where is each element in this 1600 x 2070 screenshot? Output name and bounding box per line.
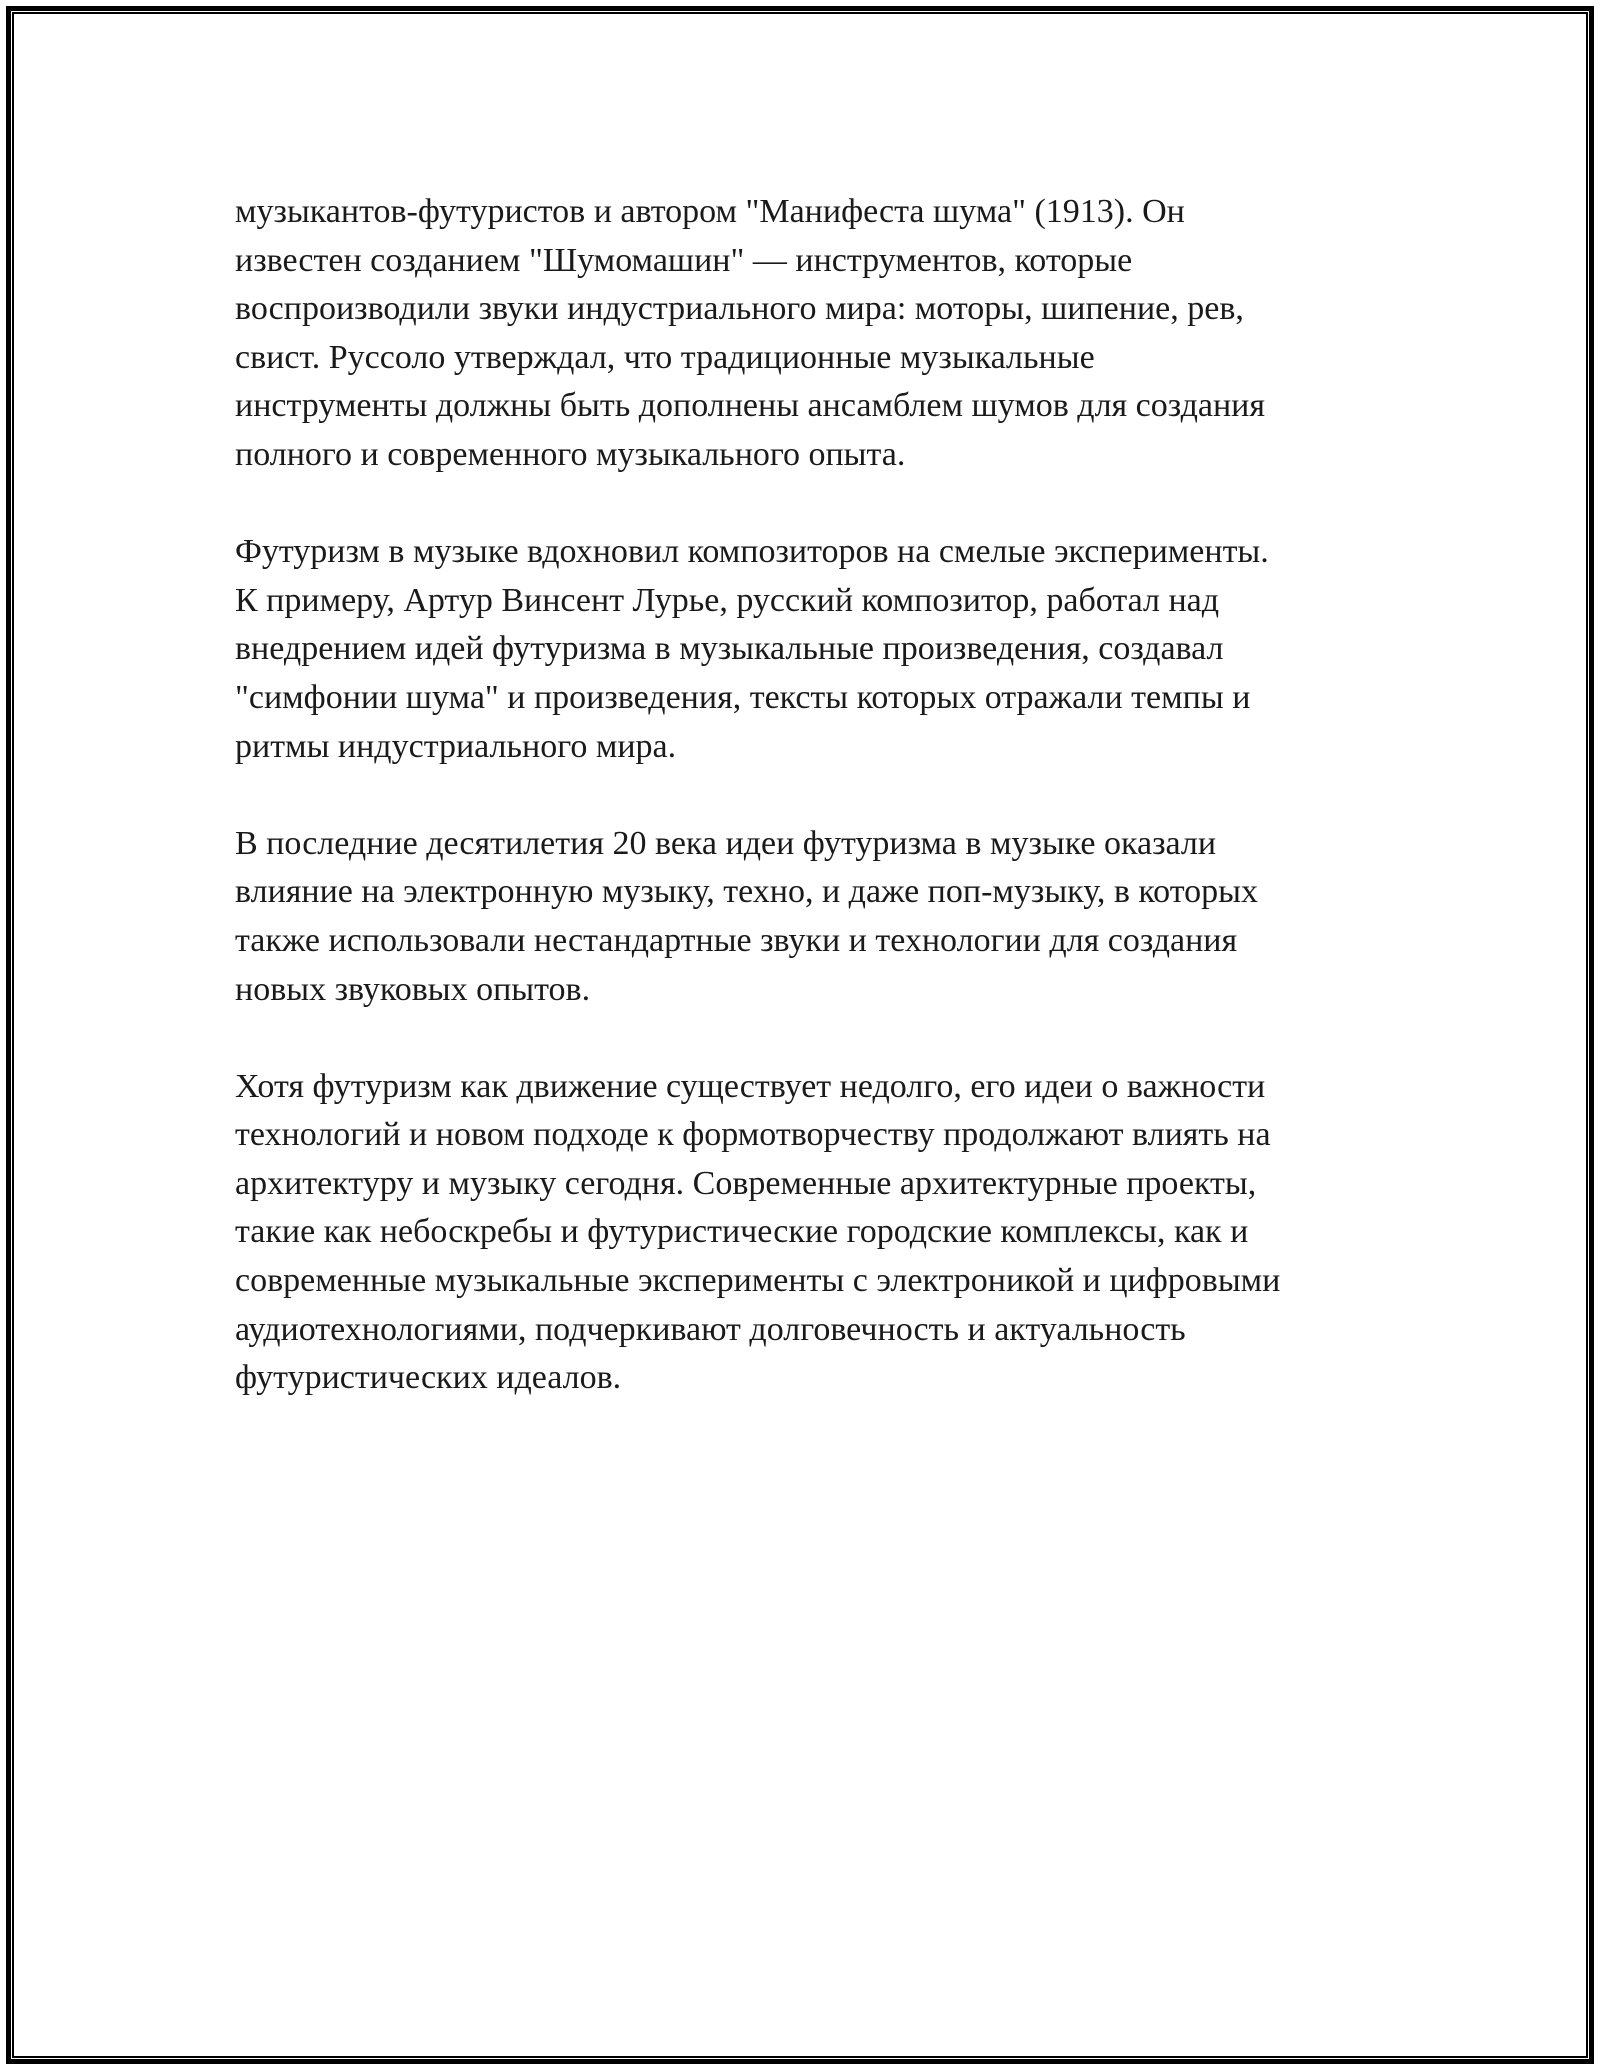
paragraph-3	[235, 820, 1385, 1014]
text-line: ритмы индустриального мира.	[235, 727, 677, 765]
text-line: технологий и новом подходе к формотворчеству продолжают влиять на	[235, 1116, 1271, 1154]
text-line: инструменты должны быть дополнены ансамблем шумов для создания	[235, 387, 1266, 425]
paragraph-2	[235, 528, 1385, 771]
text-line: "симфонии шума" и произведения, тексты которых отражали темпы и	[235, 678, 1251, 716]
paragraph-1	[235, 188, 1385, 480]
text-line: Футуризм в музыке вдохновил композиторов на смелые эксперименты.	[235, 533, 1269, 571]
document-body	[235, 188, 1385, 1403]
text-line: В последние десятилетия 20 века идеи футуризма в музыке оказали	[235, 824, 1217, 862]
text-line: такие как небоскребы и футуристические городские комплексы, как и	[235, 1213, 1249, 1251]
text-line: полного и современного музыкального опыта.	[235, 435, 906, 473]
text-line: музыкантов-футуристов и автором "Манифеста шума" (1913). Он	[235, 193, 1185, 230]
text-line: новых звуковых опытов.	[235, 970, 591, 1008]
text-line: воспроизводили звуки индустриального мира: моторы, шипение, рев,	[235, 290, 1244, 328]
paragraph-4	[235, 1063, 1385, 1403]
text-line: аудиотехнологиями, подчеркивают долговечность и актуальность	[235, 1310, 1186, 1348]
text-line: влияние на электронную музыку, техно, и даже поп-музыку, в которых	[235, 873, 1258, 911]
text-line: современные музыкальные эксперименты с электроникой и цифровыми	[235, 1262, 1281, 1300]
text-line: К примеру, Артур Винсент Лурье, русский композитор, работал над	[235, 581, 1220, 619]
text-line: футуристических идеалов.	[235, 1359, 622, 1397]
text-line: архитектуру и музыку сегодня. Современные архитектурные проекты,	[235, 1164, 1257, 1202]
text-line: свист. Руссоло утверждал, что традиционные музыкальные	[235, 338, 1095, 376]
text-line: известен созданием "Шумомашин" — инструментов, которые	[235, 241, 1133, 279]
text-line: внедрением идей футуризма в музыкальные произведения, создавал	[235, 630, 1224, 668]
text-line: также использовали нестандартные звуки и технологии для создания	[235, 921, 1238, 959]
text-line: Хотя футуризм как движение существует недолго, его идеи о важности	[235, 1067, 1266, 1105]
